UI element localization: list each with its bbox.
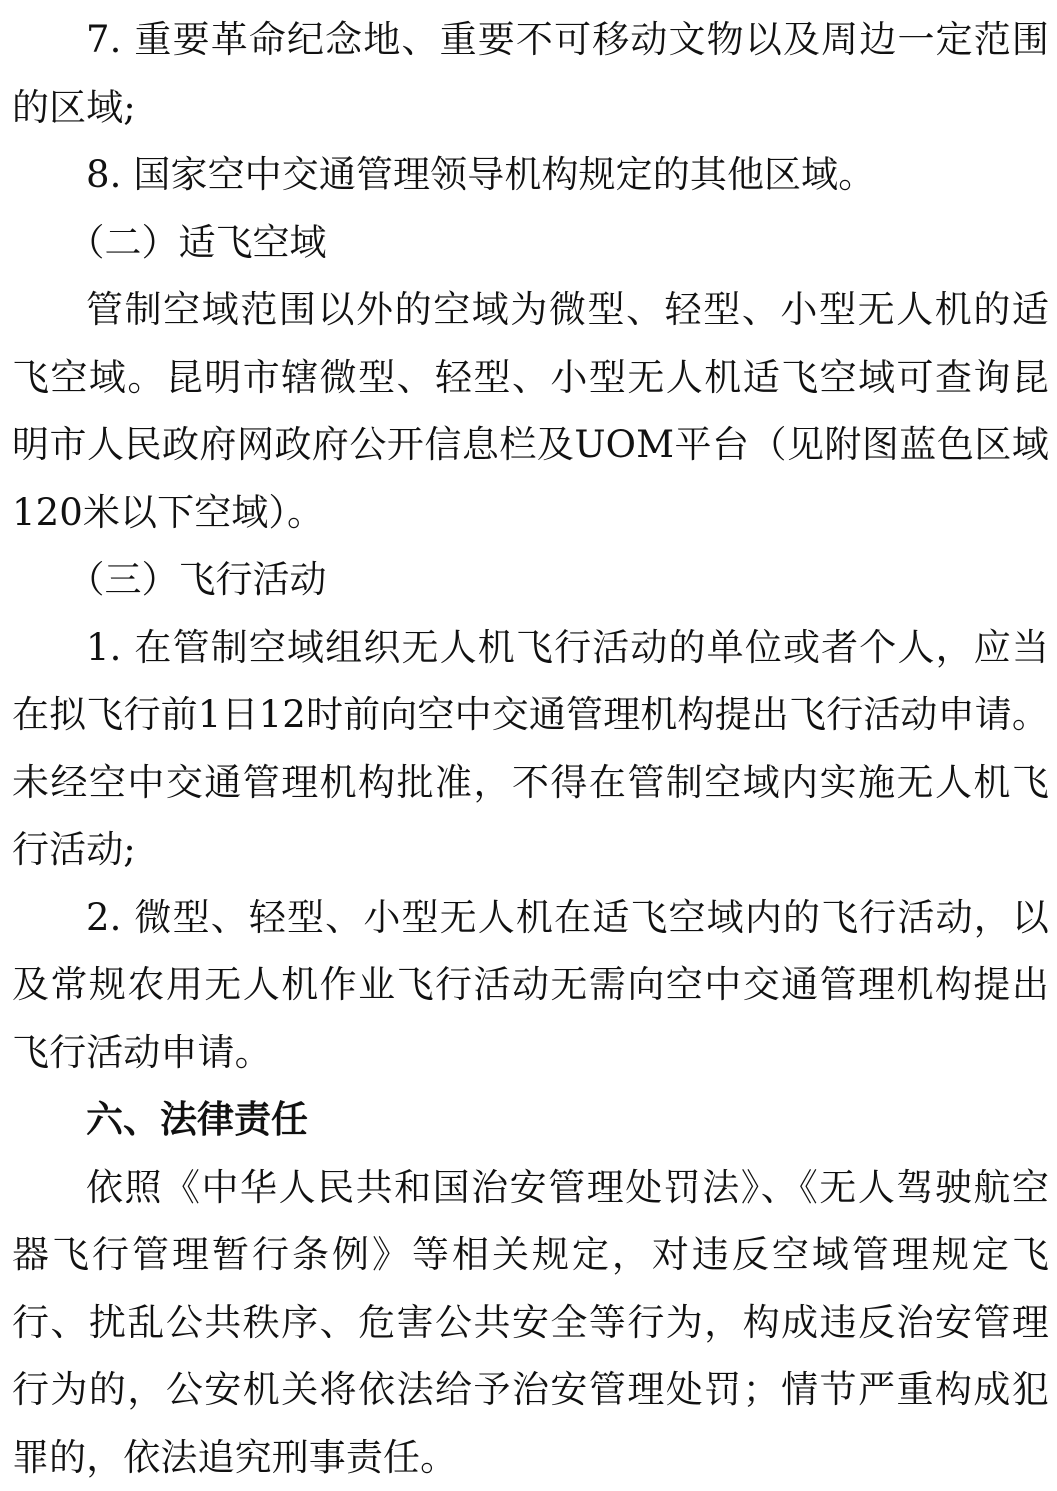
paragraph-suitable-airspace: 管制空域范围以外的空域为微型、轻型、小型无人机的适飞空域。昆明市辖微型、轻型、小型无人机适飞空域可查询昆明市人民政府网政府公开信息栏及UOM平台（见附图蓝色区域120米以下空域）。: [12, 276, 1049, 546]
subheading-suitable-airspace: [12, 209, 1049, 277]
subheading-text: （二）适飞空域: [68, 221, 327, 264]
paragraph-item-8: 8. 国家空中交通管理领导机构规定的其他区域。: [12, 141, 1049, 209]
paragraph-flight-2: 2. 微型、轻型、小型无人机在适飞空域内的飞行活动，以及常规农用无人机作业飞行活动无需向空中交通管理机构提出飞行活动申请。: [12, 884, 1049, 1087]
section-heading-legal-liability: 六、法律责任: [12, 1086, 1049, 1154]
paragraph-legal-liability: 依照《中华人民共和国治安管理处罚法》、《无人驾驶航空器飞行管理暂行条例》等相关规定，对违反空域管理规定飞行、扰乱公共秩序、危害公共安全等行为，构成违反治安管理行为的，公安机关将依法给予治安管理处罚；情节严重构成犯罪的，依法追究刑事责任。: [12, 1154, 1049, 1491]
subheading-flight-activities: [12, 546, 1049, 614]
paragraph-item-7: 7. 重要革命纪念地、重要不可移动文物以及周边一定范围的区域;: [12, 6, 1049, 141]
paragraph-flight-1: 1. 在管制空域组织无人机飞行活动的单位或者个人，应当在拟飞行前1日12时前向空中交通管理机构提出飞行活动申请。未经空中交通管理机构批准，不得在管制空域内实施无人机飞行活动;: [12, 614, 1049, 884]
subheading-text: （三）飞行活动: [68, 558, 327, 601]
